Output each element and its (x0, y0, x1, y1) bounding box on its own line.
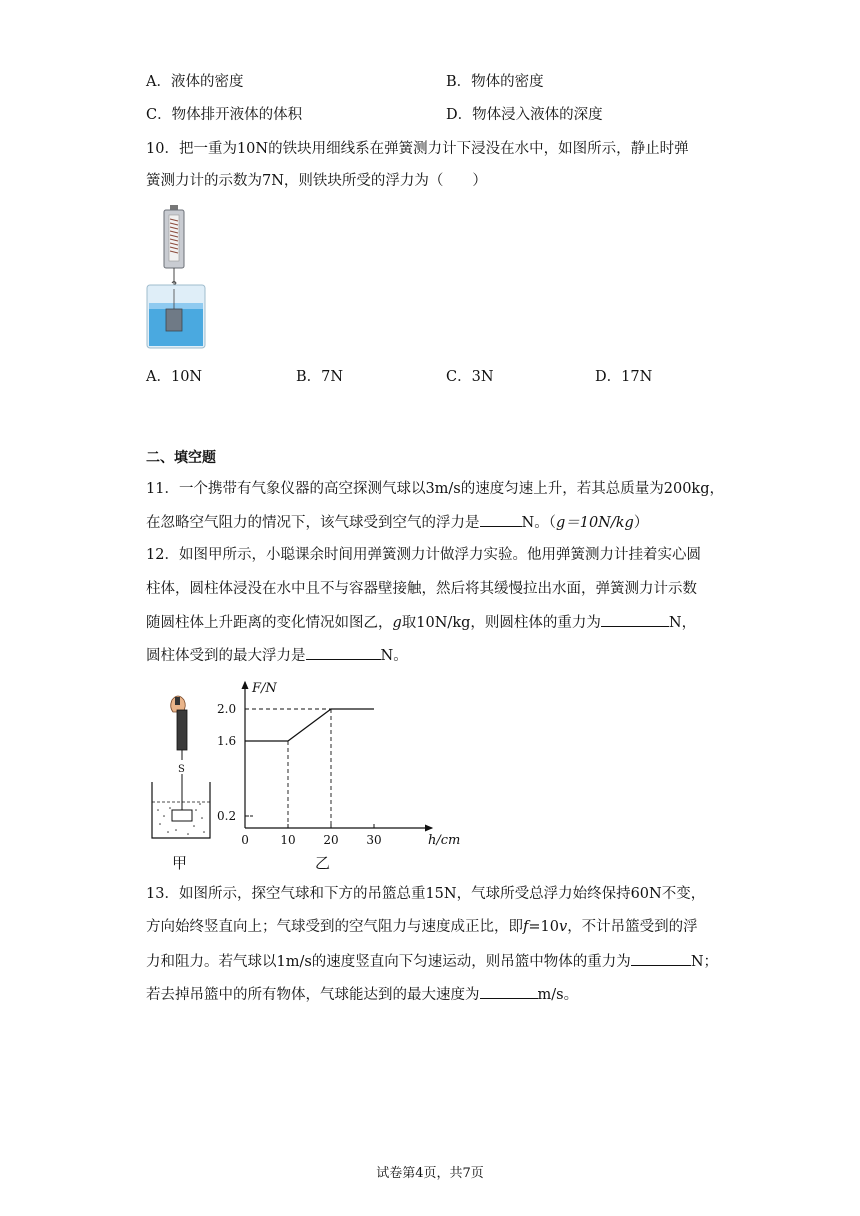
q12-weight-blank[interactable] (601, 612, 669, 627)
q12-line1: 12．如图甲所示，小聪课余时间用弹簧测力计做浮力实验。他用弹簧测力计挂着实心圆 (146, 547, 701, 563)
chart-y-tick-label: 1.6 (217, 734, 237, 748)
chart-y-label: F/N (252, 681, 277, 696)
q10-line2: 簧测力计的示数为7N，则铁块所受的浮力为（ ） (146, 173, 487, 189)
q13-line3: 力和阻力。若气球以1m/s的速度竖直向下匀速运动，则吊篮中物体的重力为 N； (146, 951, 718, 972)
q10-figure-spring-scale-beaker (146, 205, 206, 350)
chart-y-tick-label: 2.0 (217, 702, 237, 716)
q13-weight-blank[interactable] (631, 951, 691, 966)
q13-speed-blank[interactable] (480, 984, 538, 999)
q11-answer-blank[interactable] (480, 512, 522, 527)
q11-line1: 11．一个携带有气象仪器的高空探测气球以3m/s的速度匀速上升，若其总质量为200kg， (146, 481, 724, 497)
page-footer: 试卷第4页，共7页 (376, 1166, 484, 1181)
q9-option-c: C．物体排开液体的体积 (146, 107, 303, 123)
q10-option-d: D．17N (595, 369, 653, 385)
q12-line3: 随圆柱体上升距离的变化情况如图乙，g取10N/kg，则圆柱体的重力为 N， (146, 612, 696, 633)
q11-g-formula: g＝10N/kg (555, 515, 634, 531)
q11-line2: 在忽略空气阻力的情况下，该气球受到空气的浮力是 N。（g＝10N/kg） (146, 512, 648, 533)
q13-line2: 方向始终竖直向上；气球受到的空气阻力与速度成正比，即f=10v，不计吊篮受到的浮 (146, 919, 698, 935)
q12-line4: 圆柱体受到的最大浮力是 N。 (146, 645, 408, 666)
chart-x-tick-label: 10 (280, 833, 296, 846)
q12-label-yi: 乙 (315, 854, 331, 872)
q9-option-b: B．物体的密度 (446, 74, 544, 90)
chart-y-tick-label: 0.2 (217, 809, 237, 823)
svg-text:S: S (178, 764, 185, 775)
chart-x-tick-label: 20 (323, 833, 339, 846)
q9-option-d: D．物体浸入液体的深度 (446, 107, 603, 123)
q13-line4: 若去掉吊篮中的所有物体，气球能达到的最大速度为 m/s。 (146, 984, 578, 1005)
q12-buoyancy-blank[interactable] (306, 645, 381, 660)
chart-x-tick-label: 30 (366, 833, 382, 846)
section-title-fill-in: 二、填空题 (146, 450, 216, 466)
q10-option-b: B．7N (296, 369, 344, 385)
q10-option-c: C．3N (446, 369, 494, 385)
q12-figure-jia-apparatus (150, 692, 212, 840)
q9-option-a: A．液体的密度 (146, 74, 244, 90)
q13-line1: 13．如图所示，探空气球和下方的吊篮总重15N，气球所受总浮力始终保持60N不变， (146, 886, 706, 902)
q12-line2: 柱体，圆柱体浸没在水中且不与容器壁接触，然后将其缓慢拉出水面，弹簧测力计示数 (146, 581, 697, 597)
q10-option-a: A．10N (146, 369, 203, 385)
chart-series-line (245, 709, 374, 741)
chart-x-label: h/cm (428, 833, 461, 846)
q10-line1: 10．把一重为10N的铁块用细线系在弹簧测力计下浸没在水中，如图所示，静止时弹 (146, 141, 689, 157)
q12-label-jia: 甲 (172, 854, 188, 872)
chart-x-tick-label: 0 (241, 833, 249, 846)
q12-figure-yi-chart (210, 676, 470, 846)
